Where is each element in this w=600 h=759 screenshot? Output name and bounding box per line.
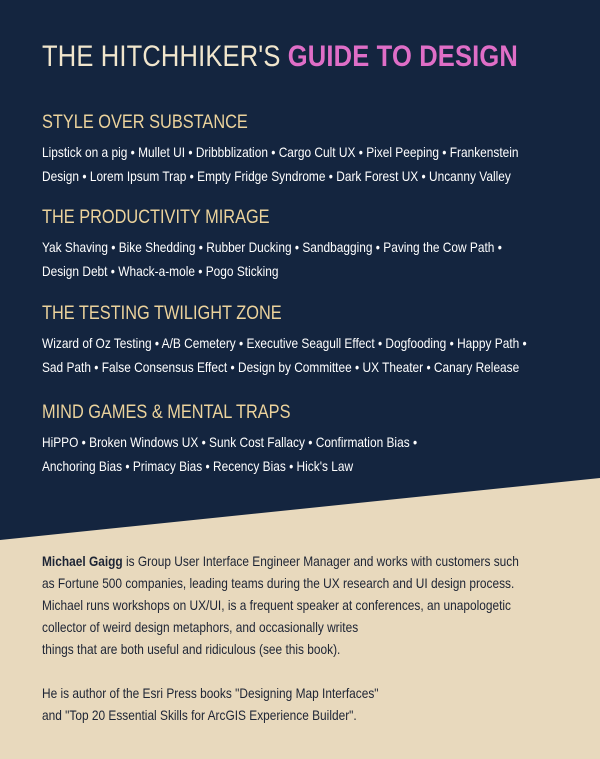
section-terms: [42, 331, 552, 379]
title-accent: GUIDE TO DESIGN: [287, 40, 518, 73]
section-heading: THE PRODUCTIVITY MIRAGE: [42, 207, 270, 228]
section-mind-games: [42, 402, 572, 478]
section-productivity-mirage: [42, 207, 572, 283]
section-heading: STYLE OVER SUBSTANCE: [42, 112, 248, 133]
bio-line: and "Top 20 Essential Skills for ArcGIS Experience Builder".: [42, 707, 357, 723]
bio-line: He is author of the Esri Press books "Designing Map Interfaces": [42, 685, 379, 701]
section-heading: MIND GAMES & MENTAL TRAPS: [42, 402, 291, 423]
terms-line: HiPPO • Broken Windows UX • Sunk Cost Fallacy • Confirmation Bias •: [42, 434, 418, 450]
bio-line: collector of weird design metaphors, and occasionally writes: [42, 619, 359, 635]
section-style-over-substance: [42, 112, 572, 188]
terms-line: Lipstick on a pig • Mullet UI • Dribbblization • Cargo Cult UX • Pixel Peeping • Frankenstein: [42, 144, 519, 160]
terms-line: Anchoring Bias • Primacy Bias • Recency Bias • Hick's Law: [42, 458, 354, 474]
section-heading: THE TESTING TWILIGHT ZONE: [42, 303, 282, 324]
terms-line: Design • Lorem Ipsum Trap • Empty Fridge Syndrome • Dark Forest UX • Uncanny Valley: [42, 168, 511, 184]
bio-line: Michael runs workshops on UX/UI, is a frequent speaker at conferences, an unapologetic: [42, 597, 511, 613]
terms-line: Design Debt • Whack-a-mole • Pogo Sticking: [42, 263, 279, 279]
bio-line: as Fortune 500 companies, leading teams during the UX research and UI design process.: [42, 575, 515, 591]
section-terms: [42, 430, 552, 478]
section-terms: [42, 235, 552, 283]
terms-line: Wizard of Oz Testing • A/B Cemetery • Executive Seagull Effect • Dogfooding • Happy Path •: [42, 335, 527, 351]
section-terms: [42, 140, 552, 188]
page-title: [42, 40, 518, 74]
terms-line: Yak Shaving • Bike Shedding • Rubber Ducking • Sandbagging • Paving the Cow Path •: [42, 239, 502, 255]
author-name: Michael Gaigg: [42, 553, 123, 569]
bio-line: is Group User Interface Engineer Manager and works with customers such: [122, 553, 519, 569]
books-paragraph: [42, 682, 552, 726]
bio-line: things that are both useful and ridiculous (see this book).: [42, 641, 341, 657]
section-testing-twilight-zone: [42, 303, 572, 379]
bio-paragraph: [42, 550, 552, 660]
title-prefix: THE HITCHHIKER'S: [42, 40, 281, 73]
author-bio: [42, 550, 552, 726]
terms-line: Sad Path • False Consensus Effect • Design by Committee • UX Theater • Canary Release: [42, 359, 520, 375]
